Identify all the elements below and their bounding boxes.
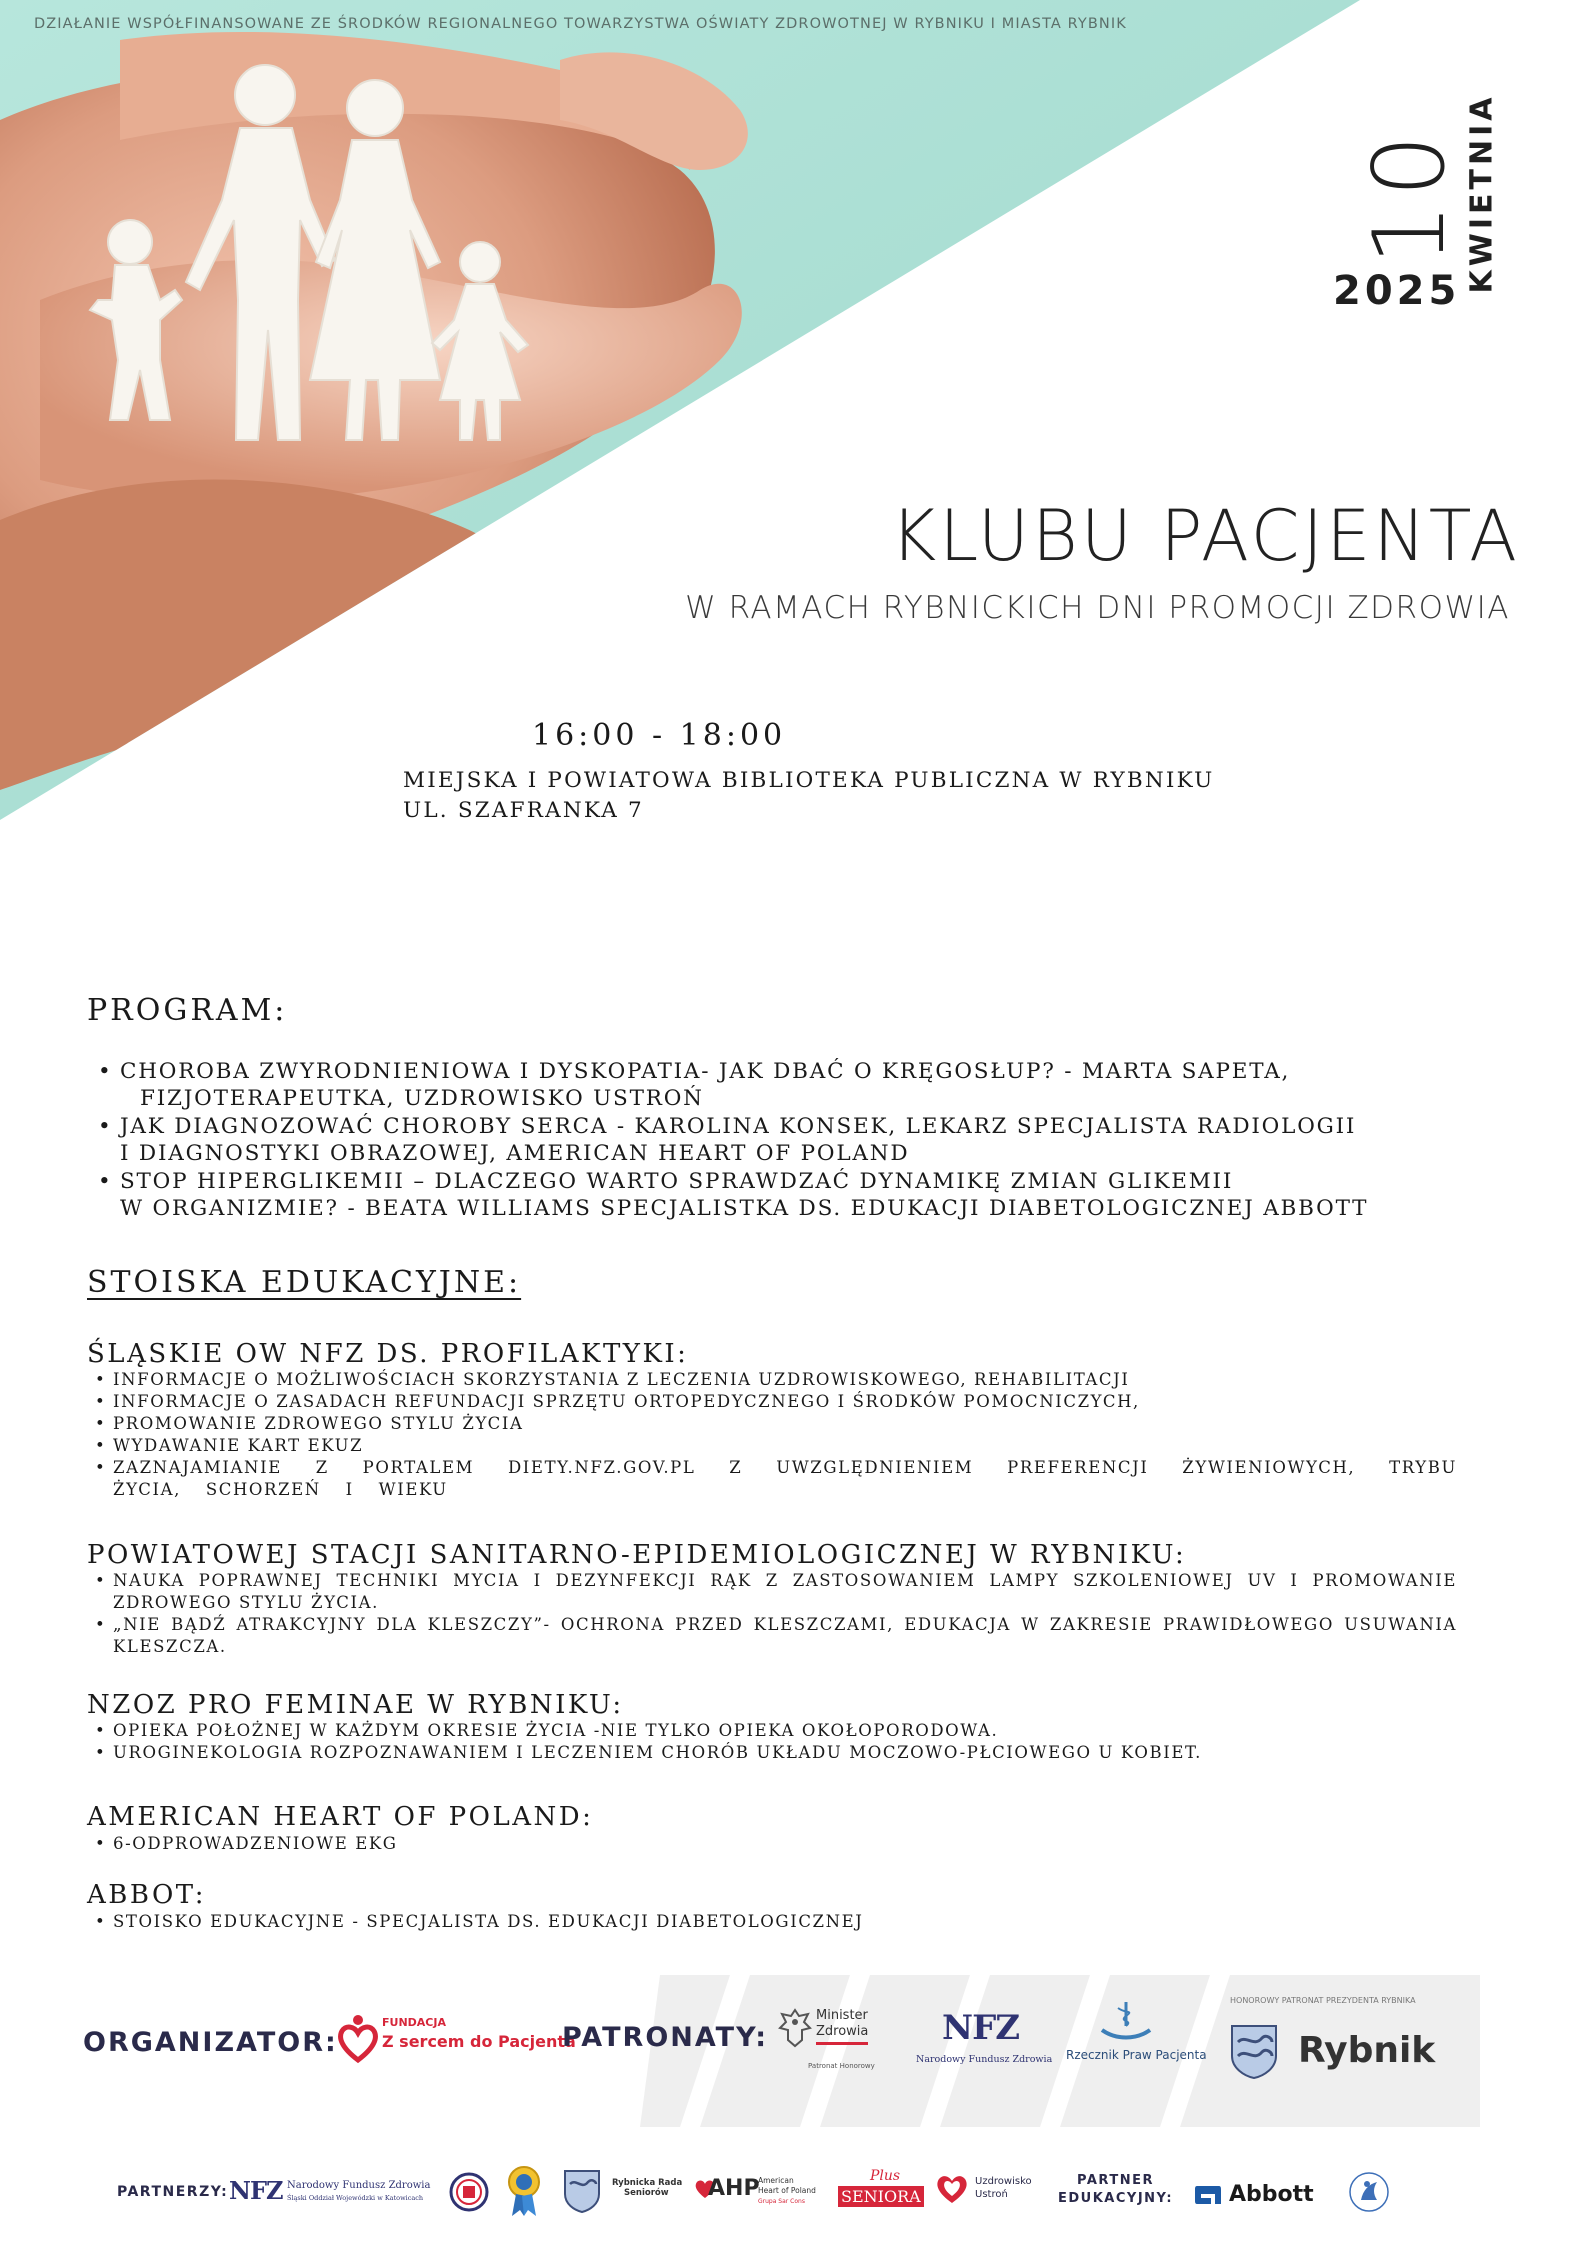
program-list (98, 1058, 1418, 1223)
red-rule (816, 2042, 868, 2045)
program-item (98, 1168, 1418, 1222)
venue-name: MIEJSKA I POWIATOWA BIBLIOTEKA PUBLICZNA W RYBNIKU (403, 768, 1215, 793)
event-title: KLUBU PACJENTA (890, 495, 1520, 577)
rybnik-crest-icon (1228, 2022, 1280, 2080)
bullet-icon: • (95, 1721, 107, 1740)
partner-seal-icon (449, 2172, 489, 2212)
funding-note: DZIAŁANIE WSPÓŁFINANSOWANE ZE ŚRODKÓW REGIONALNEGO TOWARZYSTWA OŚWIATY ZDROWOTNEJ W RYBNIKU I MIASTA RYBNIK (34, 16, 1127, 32)
stand-group-title: ŚLĄSKIE OW NFZ DS. PROFILAKTYKI: (87, 1339, 689, 1369)
event-month: KWIETNIA (1464, 93, 1500, 294)
bullet-icon: • (95, 1370, 107, 1389)
partner-round-logo-icon (1347, 2170, 1391, 2214)
list-item: • WYDAWANIE KART EKUZ (95, 1436, 364, 1455)
partner-seniora-name: SENIORA (838, 2186, 924, 2207)
partner-ahp-line2: Heart of Poland (758, 2186, 816, 2195)
partner-rrs-line2: Seniorów (624, 2188, 669, 2198)
heart-icon (935, 2172, 969, 2206)
caduceus-icon (1096, 2000, 1156, 2040)
partner-ahp-line3: Grupa Sar Cons (758, 2198, 805, 2205)
heart-icon (338, 2014, 378, 2064)
bullet-icon: • (98, 1059, 113, 1084)
abbott-logo (1193, 2180, 1323, 2214)
stand-group-title: AMERICAN HEART OF POLAND: (87, 1802, 594, 1832)
minister-zdrowia-logo (778, 2006, 888, 2078)
bullet-icon: • (95, 1743, 107, 1762)
partner-rrs-line1: Rybnicka Rada (612, 2178, 683, 2188)
program-item-line: JAK DIAGNOZOWAĆ CHOROBY SERCA - KAROLINA KONSEK, LEKARZ SPECJALISTA RADIOLOGII (120, 1114, 1357, 1139)
partner-nfz-logo (229, 2174, 439, 2214)
minister-line2: Zdrowia (816, 2024, 869, 2039)
rybnik-name: Rybnik (1298, 2030, 1436, 2071)
program-item-line: FIZJOTERAPEUTKA, UZDROWISKO USTROŃ (140, 1086, 704, 1111)
list-item: • INFORMACJE O ZASADACH REFUNDACJI SPRZĘTU ORTOPEDYCZNEGO I ŚRODKÓW POMOCNICZYCH, (95, 1392, 1140, 1411)
nfz-name: Narodowy Fundusz Zdrowia (916, 2054, 1053, 2065)
venue-address: UL. SZAFRANKA 7 (403, 798, 644, 823)
bullet-icon: • (95, 1615, 107, 1634)
bullet-icon: • (98, 1169, 113, 1194)
stand-group-list (87, 1369, 1457, 1501)
program-item (98, 1058, 1418, 1112)
bullet-icon: • (95, 1392, 107, 1411)
rzecznik-logo (1066, 2000, 1206, 2072)
partner-seniora-logo (836, 2168, 921, 2212)
stand-group-list (87, 1570, 1457, 1658)
rybnik-logo (1228, 2022, 1488, 2082)
event-venue (403, 766, 1214, 826)
bullet-icon: • (95, 1414, 107, 1433)
program-item (98, 1113, 1418, 1167)
program-item-line: I DIAGNOSTYKI OBRAZOWEJ, AMERICAN HEART OF POLAND (120, 1141, 910, 1166)
list-item: • NAUKA POPRAWNEJ TECHNIKI MYCIA I DEZYNFEKCJI RĄK Z ZASTOSOWANIEM LAMPY SZKOLENIOWEJ UV I PROMOWANIE ZDROWEGO STYLU ŻYCIA. (95, 1571, 1457, 1612)
bullet-icon: • (95, 1436, 107, 1455)
program-item-line: CHOROBA ZWYRODNIENIOWA I DYSKOPATIA- JAK DBAĆ O KRĘGOSŁUP? - MARTA SAPETA, (120, 1059, 1291, 1084)
partner-crest-icon (562, 2168, 602, 2214)
organizer-label: ORGANIZATOR: (83, 2027, 338, 2058)
partner-ustron-line2: Ustroń (975, 2189, 1008, 2200)
edu-partner-line2: EDUKACYJNY: (1058, 2191, 1174, 2206)
event-day: 10 (1353, 128, 1467, 266)
bullet-icon: • (95, 1912, 107, 1931)
list-item: • PROMOWANIE ZDROWEGO STYLU ŻYCIA (95, 1414, 524, 1433)
minister-caption: Patronat Honorowy (808, 2062, 875, 2070)
organizer-logo-name: Z sercem do Pacjenta (382, 2032, 576, 2051)
minister-line1: Minister (816, 2008, 868, 2023)
stand-group-list (87, 1833, 1457, 1855)
partner-ahp-mark: AHP (708, 2176, 760, 2201)
partner-ustron-logo (935, 2172, 1045, 2212)
partner-ahp-line1: American (758, 2176, 794, 2185)
partner-ustron-line1: Uzdrowisko (975, 2176, 1032, 2187)
stand-group-title: ABBOT: (87, 1880, 206, 1910)
stand-group-title: POWIATOWEJ STACJI SANITARNO-EPIDEMIOLOGICZNEJ W RYBNIKU: (87, 1540, 1187, 1570)
bullet-icon: • (98, 1114, 113, 1139)
program-item-line: W ORGANIZMIE? - BEATA WILLIAMS SPECJALISTKA DS. EDUKACJI DIABETOLOGICZNEJ ABBOTT (120, 1196, 1369, 1221)
program-heading: PROGRAM: (87, 993, 288, 1028)
partner-nfz-line1: Narodowy Fundusz Zdrowia (287, 2180, 431, 2191)
list-item: • UROGINEKOLOGIA ROZPOZNAWANIEM I LECZENIEM CHORÓB UKŁADU MOCZOWO-PŁCIOWEGO U KOBIET. (95, 1743, 1202, 1762)
edu-partner-line1: PARTNER (1077, 2173, 1154, 2188)
nfz-mark: NFZ (942, 2008, 1020, 2048)
nfz-patron-logo (916, 2008, 1056, 2070)
event-subtitle: W RAMACH RYBNICKICH DNI PROMOCJI ZDROWIA (685, 590, 1510, 626)
eagle-icon (778, 2006, 812, 2050)
list-item: • OPIEKA POŁOŻNEJ W KAŻDYM OKRESIE ŻYCIA -NIE TYLKO OPIEKA OKOŁOPORODOWA. (95, 1721, 999, 1740)
abbott-name: Abbott (1229, 2182, 1314, 2207)
patronage-label: PATRONATY: (562, 2022, 769, 2053)
bullet-icon: • (95, 1571, 107, 1590)
partner-nfz-mark: NFZ (229, 2176, 283, 2205)
list-item: • „NIE BĄDŹ ATRAKCYJNY DLA KLESZCZY”- OCHRONA PRZED KLESZCZAMI, EDUKACJA W ZAKRESIE PRAWIDŁOWEGO USUWANIA KLESZCZA. (95, 1615, 1457, 1656)
rybnik-caption: HONOROWY PATRONAT PREZYDENTA RYBNIKA (1230, 1996, 1416, 2005)
partners-label: PARTNERZY: (117, 2184, 229, 2200)
partner-rosette-icon (504, 2164, 544, 2218)
stand-group-list (87, 1720, 1457, 1764)
partner-seniora-top: Plus (870, 2168, 901, 2184)
list-item: • INFORMACJE O MOŻLIWOŚCIACH SKORZYSTANIA Z LECZENIA UZDROWISKOWEGO, REHABILITACJI (95, 1370, 1130, 1389)
bullet-icon: • (95, 1834, 107, 1853)
event-year: 2025 (1333, 268, 1461, 314)
list-item: • 6-ODPROWADZENIOWE EKG (95, 1834, 398, 1853)
event-time: 16:00 - 18:00 (532, 718, 787, 753)
stands-heading: STOISKA EDUKACYJNE: (87, 1265, 522, 1300)
bullet-icon: • (95, 1458, 107, 1477)
partner-nfz-line2: Śląski Oddział Wojewódzki w Katowicach (287, 2194, 424, 2202)
edu-partner-label (1058, 2172, 1173, 2208)
abbott-icon (1193, 2182, 1223, 2208)
rzecznik-name: Rzecznik Praw Pacjenta (1066, 2048, 1207, 2062)
organizer-logo (338, 2010, 576, 2070)
organizer-logo-top: FUNDACJA (382, 2016, 446, 2029)
partner-ahp-logo (694, 2174, 824, 2214)
list-item: • ZAZNAJAMIANIE Z PORTALEM DIETY.NFZ.GOV.PL Z UWZGLĘDNIENIEM PREFERENCJI ŻYWIENIOWYCH, TRYBU ŻYCIA, SCHORZEŃ I WIEKU (95, 1458, 1457, 1499)
stand-group-title: NZOZ PRO FEMINAE W RYBNIKU: (87, 1690, 624, 1720)
stand-group-list (87, 1911, 1457, 1933)
partner-rrs-logo (612, 2178, 682, 2198)
list-item: • STOISKO EDUKACYJNE - SPECJALISTA DS. EDUKACJI DIABETOLOGICZNEJ (95, 1912, 864, 1931)
program-item-line: STOP HIPERGLIKEMII – DLACZEGO WARTO SPRAWDZAĆ DYNAMIKĘ ZMIAN GLIKEMII (120, 1169, 1234, 1194)
